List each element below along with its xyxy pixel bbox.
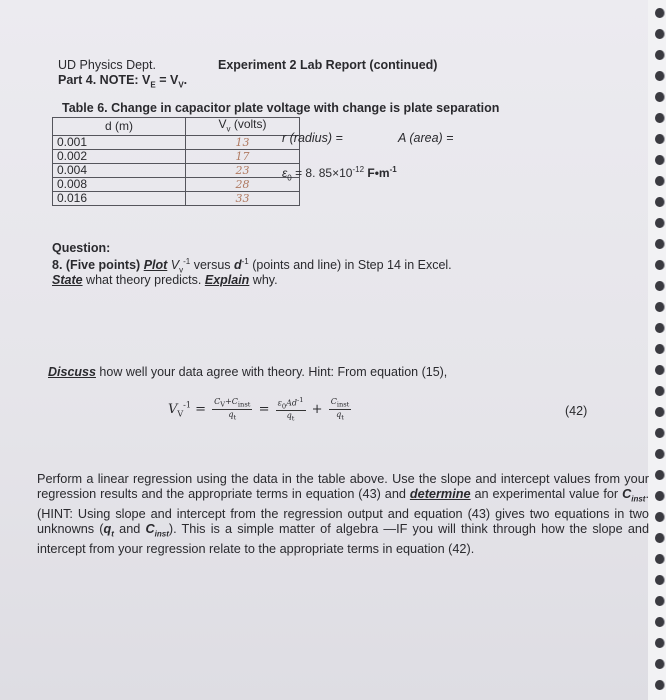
fraction-2: $\frac{\varepsilon_0Ad^{-1}}{q_t}$ [277,396,304,423]
epsilon-constant: $\varepsilon_0 = 8$. $85\times 10^{-12}$ $F•m^{-1}$ [282,165,397,183]
area-field: A (area) = [398,131,454,145]
spiral-binding [648,0,666,700]
binding-ring [655,533,664,543]
binding-ring [655,260,664,270]
binding-ring [655,512,664,522]
table-row [53,164,300,178]
binding-ring [655,218,664,228]
page-title: Experiment 2 Lab Report (continued) [218,58,438,72]
col-header-d: d (m) [53,118,186,136]
discuss-prompt: Discuss how well your data agree with theory. Hint: From equation (15), [48,365,448,379]
equation-number: (42) [565,404,588,418]
binding-ring [655,113,664,123]
fraction-3: $\frac{C_{inst}}{q_t}$ [330,397,350,422]
binding-ring [655,386,664,396]
binding-ring [655,617,664,627]
binding-ring [655,71,664,81]
equation-42: $V_V^{-1}$ = $\frac{C_V+C_{inst}}{q_t}$ = $\frac{\varepsilon_0Ad^{-1}}{q_t}$ + $\frac{C_{inst}}{q_t}$ [168,396,350,423]
binding-ring [655,470,664,480]
part-note: Part 4. NOTE: $V_E = V_V$. [58,73,188,90]
table-row [53,136,300,150]
cell-v: 23 [186,164,300,178]
binding-ring [655,155,664,165]
binding-ring [655,92,664,102]
binding-ring [655,197,664,207]
dept-label: UD Physics Dept. [58,58,156,72]
binding-ring [655,575,664,585]
cell-d: 0.002 [53,150,186,164]
table-row [53,192,300,206]
binding-ring [655,680,664,690]
table-row [53,150,300,164]
cell-d: 0.001 [53,136,186,150]
binding-ring [655,302,664,312]
cell-v: 33 [186,192,300,206]
radius-field: r (radius) = [282,131,343,145]
binding-ring [655,29,664,39]
binding-ring [655,281,664,291]
table-row [53,178,300,192]
fraction-1: $\frac{C_V+C_{inst}}{q_t}$ [214,397,251,422]
question-label: Question: [52,241,111,255]
binding-ring [655,491,664,501]
question-8: 8. (Five points) Plot $V_v^{-1}$ versus $d^{-1}$ (points and line) in Step 14 in Excel. [52,257,452,275]
binding-ring [655,176,664,186]
binding-ring [655,638,664,648]
binding-ring [655,365,664,375]
cell-v: 28 [186,178,300,192]
cell-d: 0.004 [53,164,186,178]
binding-ring [655,554,664,564]
binding-ring [655,596,664,606]
binding-ring [655,50,664,60]
data-table [52,117,300,206]
binding-ring [655,344,664,354]
cell-d: 0.008 [53,178,186,192]
cell-d: 0.016 [53,192,186,206]
binding-ring [655,134,664,144]
instructions-paragraph: Perform a linear regression using the data in the table above. Use the slope and intercept values from your regression results and the appropriate terms in equation (43) and determine an experimental value for $C_{inst}$. (HINT: Using slope and intercept from the regression output and equation (43) gives two equations in two unknowns ($q_t$ and $C_{inst}$). This is a simple matter of algebra —IF you will think through how the slope and intercept from your regression relate to the appropriate terms in equation (42). [37,472,649,556]
cell-v: 17 [186,150,300,164]
binding-ring [655,449,664,459]
binding-ring [655,428,664,438]
binding-ring [655,659,664,669]
col-header-v: $V_v$ (volts) [186,118,300,136]
table-header-row [53,118,300,136]
binding-ring [655,323,664,333]
binding-ring [655,407,664,417]
binding-ring [655,8,664,18]
cell-v: 13 [186,136,300,150]
question-8-line2: State what theory predicts. Explain why. [52,273,278,287]
binding-ring [655,239,664,249]
table-caption: Table 6. Change in capacitor plate voltage with change is plate separation [62,101,500,115]
